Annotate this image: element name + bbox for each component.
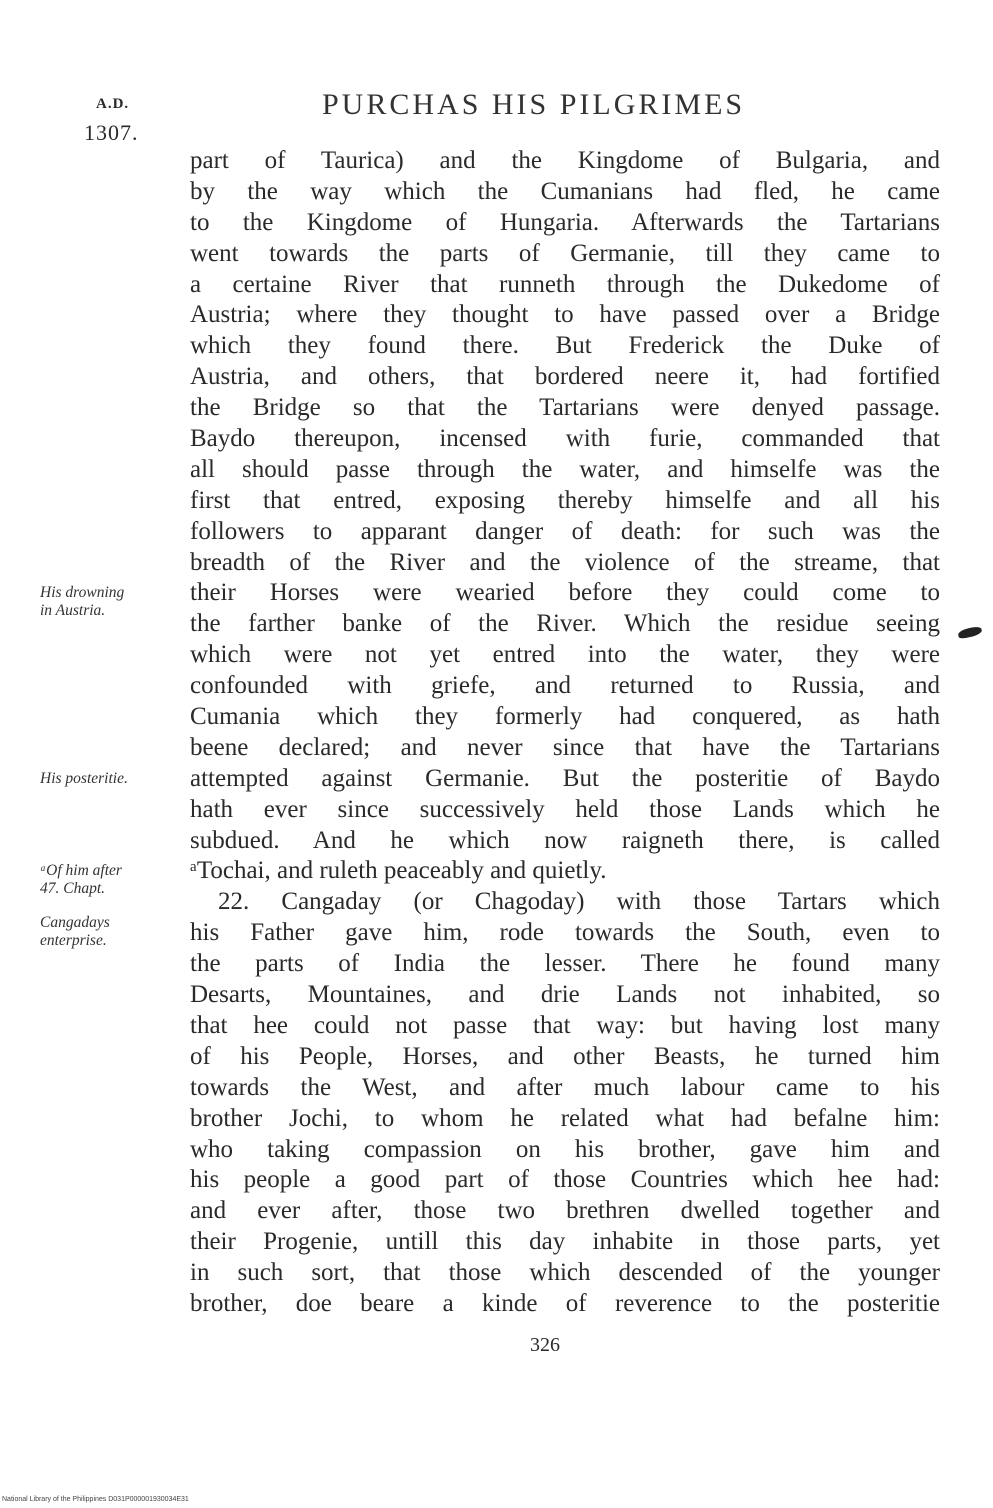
text-line: towards the West, and after much labour came to his <box>190 1073 940 1101</box>
text-line: the Bridge so that the Tartarians were denyed passage. <box>190 394 940 422</box>
text-line: and ever after, those two brethren dwelled together and <box>190 1197 940 1225</box>
margin-note-cangaday: Cangadays enterprise. <box>40 914 110 949</box>
text-line: their Progenie, untill this day inhabite in those parts, yet <box>190 1228 940 1256</box>
body-text <box>190 146 940 1320</box>
text-line: Baydo thereupon, incensed with furie, commanded that <box>190 425 940 453</box>
text-line: the farther banke of the River. Which the residue seeing <box>190 610 940 638</box>
text-line: brother, doe beare a kinde of reverence to the posteritie <box>190 1289 940 1317</box>
text-line: brother Jochi, to whom he related what had befalne him: <box>190 1104 940 1132</box>
text-line: the parts of India the lesser. There he found many <box>190 950 940 978</box>
text-line: their Horses were wearied before they could come to <box>190 579 940 607</box>
text-line: that hee could not passe that way: but having lost many <box>190 1011 940 1039</box>
page-number: 326 <box>530 1334 560 1356</box>
margin-note-drowning: His drowning in Austria. <box>40 584 125 619</box>
ink-blot-mark <box>957 626 982 640</box>
text-line: all should passe through the water, and himselfe was the <box>190 455 940 483</box>
text-line: a certaine River that runneth through the Dukedome of <box>190 270 940 298</box>
era-label: A.D. <box>96 96 130 112</box>
text-line: of his People, Horses, and other Beasts, he turned him <box>190 1042 940 1070</box>
text-line: which they found there. But Frederick the Duke of <box>190 332 940 360</box>
text-line: his people a good part of those Countries which hee had: <box>190 1166 940 1194</box>
text-line: which were not yet entred into the water, they were <box>190 641 940 669</box>
text-line: his Father gave him, rode towards the South, even to <box>190 919 940 947</box>
text-line: followers to apparant danger of death: for such was the <box>190 517 940 545</box>
text-line: breadth of the River and the violence of the streame, that <box>190 548 940 576</box>
text-line: part of Taurica) and the Kingdome of Bulgaria, and <box>190 147 940 174</box>
text-line: went towards the parts of Germanie, till they came to <box>190 239 940 267</box>
text-line: ᵃTochai, and ruleth peaceably and quietly. <box>190 857 607 885</box>
text-line: Desarts, Mountaines, and drie Lands not inhabited, so <box>190 981 940 1009</box>
text-line: who taking compassion on his brother, gave him and <box>190 1135 940 1163</box>
text-line: to the Kingdome of Hungaria. Afterwards the Tartarians <box>190 208 940 236</box>
text-line: hath ever since successively held those Lands which he <box>190 795 940 823</box>
footer-credit: National Library of the Philippines D031P000001930034E31 <box>2 1496 189 1503</box>
text-line: Austria; where they thought to have passed over a Bridge <box>190 301 940 329</box>
text-line: Cumania which they formerly had conquered, as hath <box>190 703 940 731</box>
text-line: attempted against Germanie. But the posteritie of Baydo <box>190 764 940 792</box>
text-line: Austria, and others, that bordered neere it, had fortified <box>190 363 940 391</box>
text-line: subdued. And he which now raigneth there, is called <box>190 826 940 854</box>
margin-note-reference: ᵃOf him after 47. Chapt. <box>40 862 122 897</box>
running-title: PURCHAS HIS PILGRIMES <box>322 88 746 121</box>
text-line: by the way which the Cumanians had fled, he came <box>190 177 940 205</box>
margin-note-posteritie: His posteritie. <box>40 770 128 787</box>
year-label: 1307. <box>84 120 139 145</box>
text-line: in such sort, that those which descended of the younger <box>190 1259 940 1287</box>
text-line: confounded with griefe, and returned to Russia, and <box>190 672 940 700</box>
text-line: first that entred, exposing thereby himselfe and all his <box>190 486 940 514</box>
text-line: 22. Cangaday (or Chagoday) with those Tartars which <box>218 888 940 916</box>
text-line: beene declared; and never since that have the Tartarians <box>190 733 940 761</box>
